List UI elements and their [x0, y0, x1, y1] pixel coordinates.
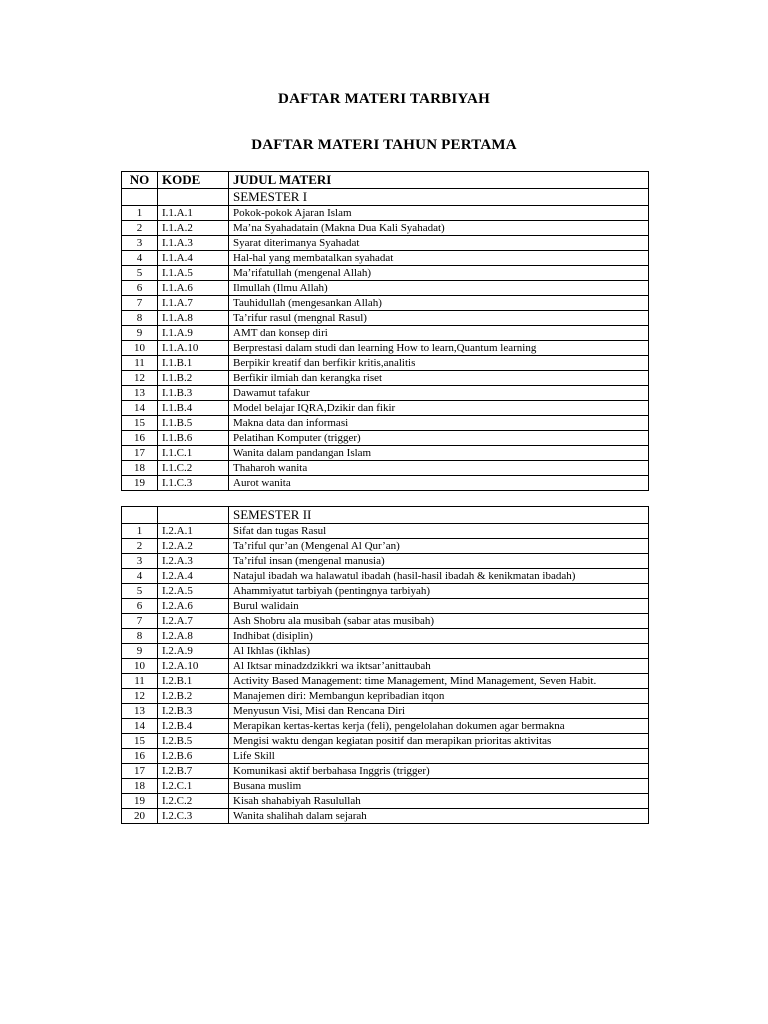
- row-title: Al Ikhlas (ikhlas): [229, 644, 649, 659]
- row-number: 16: [122, 749, 158, 764]
- row-number: 3: [122, 554, 158, 569]
- semester-label: SEMESTER I: [229, 189, 649, 206]
- row-title: Berfikir ilmiah dan kerangka riset: [229, 371, 649, 386]
- header-no: NO: [122, 172, 158, 189]
- row-title: Thaharoh wanita: [229, 461, 649, 476]
- table-row: [122, 251, 649, 266]
- row-number: 6: [122, 281, 158, 296]
- row-title: Mengisi waktu dengan kegiatan positif dan merapikan prioritas aktivitas: [229, 734, 649, 749]
- table-row: [122, 674, 649, 689]
- row-number: 11: [122, 356, 158, 371]
- row-number: 6: [122, 599, 158, 614]
- row-code: I.2.C.2: [158, 794, 229, 809]
- row-number: 8: [122, 629, 158, 644]
- table-row: [122, 554, 649, 569]
- row-title: Natajul ibadah wa halawatul ibadah (hasil-hasil ibadah & kenikmatan ibadah): [229, 569, 649, 584]
- row-code: I.1.A.6: [158, 281, 229, 296]
- semester-2-table: [121, 506, 649, 824]
- semester-2-body: [122, 507, 649, 824]
- table-row: [122, 779, 649, 794]
- semester-label-row: [122, 189, 649, 206]
- row-number: 10: [122, 659, 158, 674]
- table-row: [122, 584, 649, 599]
- table-row: [122, 386, 649, 401]
- row-title: Indhibat (disiplin): [229, 629, 649, 644]
- row-title: Ma’rifatullah (mengenal Allah): [229, 266, 649, 281]
- semester-1-body: [122, 189, 649, 491]
- row-code: I.2.A.1: [158, 524, 229, 539]
- row-code: I.1.A.3: [158, 236, 229, 251]
- row-title: Ilmullah (Ilmu Allah): [229, 281, 649, 296]
- table-row: [122, 446, 649, 461]
- table-row: [122, 659, 649, 674]
- row-title: Al Iktsar minadzdzikkri wa iktsar’anittaubah: [229, 659, 649, 674]
- row-title: Busana muslim: [229, 779, 649, 794]
- row-title: Pelatihan Komputer (trigger): [229, 431, 649, 446]
- table-row: [122, 809, 649, 824]
- row-title: Burul walidain: [229, 599, 649, 614]
- row-number: 19: [122, 476, 158, 491]
- table-row: [122, 764, 649, 779]
- row-code: I.1.B.5: [158, 416, 229, 431]
- row-number: 13: [122, 386, 158, 401]
- row-code: I.1.B.1: [158, 356, 229, 371]
- row-number: 4: [122, 251, 158, 266]
- row-title: Wanita shalihah dalam sejarah: [229, 809, 649, 824]
- row-code: I.1.A.8: [158, 311, 229, 326]
- row-number: 5: [122, 266, 158, 281]
- row-title: Pokok-pokok Ajaran Islam: [229, 206, 649, 221]
- row-title: Ta’riful qur’an (Mengenal Al Qur’an): [229, 539, 649, 554]
- empty-cell: [158, 189, 229, 206]
- table-row: [122, 719, 649, 734]
- row-title: Life Skill: [229, 749, 649, 764]
- header-row: [122, 172, 649, 189]
- row-code: I.1.B.4: [158, 401, 229, 416]
- row-code: I.2.C.1: [158, 779, 229, 794]
- row-number: 17: [122, 764, 158, 779]
- row-title: Makna data dan informasi: [229, 416, 649, 431]
- row-code: I.2.A.6: [158, 599, 229, 614]
- row-code: I.2.A.9: [158, 644, 229, 659]
- table-row: [122, 704, 649, 719]
- row-code: I.1.C.1: [158, 446, 229, 461]
- row-code: I.2.A.7: [158, 614, 229, 629]
- empty-cell: [158, 507, 229, 524]
- row-code: I.1.A.2: [158, 221, 229, 236]
- row-title: Hal-hal yang membatalkan syahadat: [229, 251, 649, 266]
- row-code: I.1.A.7: [158, 296, 229, 311]
- row-title: Model belajar IQRA,Dzikir dan fikir: [229, 401, 649, 416]
- row-code: I.2.A.8: [158, 629, 229, 644]
- row-number: 19: [122, 794, 158, 809]
- table-row: [122, 749, 649, 764]
- row-title: Komunikasi aktif berbahasa Inggris (trigger): [229, 764, 649, 779]
- table-row: [122, 326, 649, 341]
- table-row: [122, 236, 649, 251]
- document-subtitle: DAFTAR MATERI TAHUN PERTAMA: [251, 137, 517, 153]
- row-number: 12: [122, 371, 158, 386]
- row-title: Aurot wanita: [229, 476, 649, 491]
- row-number: 9: [122, 326, 158, 341]
- row-number: 7: [122, 296, 158, 311]
- table-row: [122, 629, 649, 644]
- row-code: I.1.A.4: [158, 251, 229, 266]
- row-code: I.2.A.10: [158, 659, 229, 674]
- row-number: 2: [122, 221, 158, 236]
- row-title: Ta’rifur rasul (mengnal Rasul): [229, 311, 649, 326]
- table-row: [122, 356, 649, 371]
- row-number: 9: [122, 644, 158, 659]
- table-row: [122, 689, 649, 704]
- row-title: Ta’riful insan (mengenal manusia): [229, 554, 649, 569]
- table-row: [122, 794, 649, 809]
- row-number: 4: [122, 569, 158, 584]
- row-title: Manajemen diri: Membangun kepribadian itqon: [229, 689, 649, 704]
- table-row: [122, 599, 649, 614]
- row-code: I.2.B.6: [158, 749, 229, 764]
- row-title: Ash Shobru ala musibah (sabar atas musibah): [229, 614, 649, 629]
- row-title: Kisah shahabiyah Rasulullah: [229, 794, 649, 809]
- table-row: [122, 371, 649, 386]
- row-number: 11: [122, 674, 158, 689]
- row-number: 5: [122, 584, 158, 599]
- row-title: Berpikir kreatif dan berfikir kritis,analitis: [229, 356, 649, 371]
- row-title: Menyusun Visi, Misi dan Rencana Diri: [229, 704, 649, 719]
- row-number: 20: [122, 809, 158, 824]
- row-number: 7: [122, 614, 158, 629]
- row-number: 15: [122, 416, 158, 431]
- row-number: 16: [122, 431, 158, 446]
- table-row: [122, 431, 649, 446]
- row-code: I.2.B.1: [158, 674, 229, 689]
- table-row: [122, 476, 649, 491]
- row-code: I.1.A.10: [158, 341, 229, 356]
- row-number: 8: [122, 311, 158, 326]
- row-code: I.1.A.1: [158, 206, 229, 221]
- table-row: [122, 644, 649, 659]
- row-number: 10: [122, 341, 158, 356]
- row-code: I.2.B.3: [158, 704, 229, 719]
- row-number: 18: [122, 461, 158, 476]
- row-code: I.2.B.7: [158, 764, 229, 779]
- row-code: I.1.B.3: [158, 386, 229, 401]
- row-title: Merapikan kertas-kertas kerja (feli), pengelolahan dokumen agar bermakna: [229, 719, 649, 734]
- row-code: I.1.C.3: [158, 476, 229, 491]
- table-row: [122, 734, 649, 749]
- table-row: [122, 539, 649, 554]
- row-code: I.1.A.5: [158, 266, 229, 281]
- table-row: [122, 569, 649, 584]
- table-row: [122, 221, 649, 236]
- header-judul: JUDUL MATERI: [229, 172, 649, 189]
- table-row: [122, 281, 649, 296]
- row-title: Ahammiyatut tarbiyah (pentingnya tarbiyah): [229, 584, 649, 599]
- row-code: I.1.A.9: [158, 326, 229, 341]
- row-number: 15: [122, 734, 158, 749]
- row-title: AMT dan konsep diri: [229, 326, 649, 341]
- table-row: [122, 401, 649, 416]
- header-kode: KODE: [158, 172, 229, 189]
- row-number: 14: [122, 401, 158, 416]
- table-row: [122, 296, 649, 311]
- row-code: I.1.B.6: [158, 431, 229, 446]
- table-row: [122, 311, 649, 326]
- row-code: I.2.A.2: [158, 539, 229, 554]
- row-number: 14: [122, 719, 158, 734]
- row-code: I.2.B.5: [158, 734, 229, 749]
- row-number: 17: [122, 446, 158, 461]
- row-code: I.2.A.4: [158, 569, 229, 584]
- table-row: [122, 614, 649, 629]
- semester-label-row: [122, 507, 649, 524]
- row-title: Wanita dalam pandangan Islam: [229, 446, 649, 461]
- row-code: I.2.B.2: [158, 689, 229, 704]
- row-number: 3: [122, 236, 158, 251]
- row-code: I.1.B.2: [158, 371, 229, 386]
- row-title: Activity Based Management: time Management, Mind Management, Seven Habit.: [229, 674, 649, 689]
- table-row: [122, 341, 649, 356]
- row-title: Berprestasi dalam studi dan learning How to learn,Quantum learning: [229, 341, 649, 356]
- semester-label: SEMESTER II: [229, 507, 649, 524]
- table-row: [122, 206, 649, 221]
- row-number: 18: [122, 779, 158, 794]
- row-code: I.2.A.3: [158, 554, 229, 569]
- document-title: DAFTAR MATERI TARBIYAH: [278, 91, 490, 107]
- row-code: I.2.A.5: [158, 584, 229, 599]
- empty-cell: [122, 507, 158, 524]
- table-row: [122, 524, 649, 539]
- empty-cell: [122, 189, 158, 206]
- row-number: 1: [122, 206, 158, 221]
- row-code: I.1.C.2: [158, 461, 229, 476]
- table-row: [122, 416, 649, 431]
- table-row: [122, 461, 649, 476]
- row-title: Ma’na Syahadatain (Makna Dua Kali Syahadat): [229, 221, 649, 236]
- row-number: 2: [122, 539, 158, 554]
- row-code: I.2.B.4: [158, 719, 229, 734]
- row-title: Tauhidullah (mengesankan Allah): [229, 296, 649, 311]
- row-number: 1: [122, 524, 158, 539]
- semester-1-table: [121, 171, 649, 491]
- row-title: Sifat dan tugas Rasul: [229, 524, 649, 539]
- row-code: I.2.C.3: [158, 809, 229, 824]
- row-title: Dawamut tafakur: [229, 386, 649, 401]
- row-number: 12: [122, 689, 158, 704]
- row-title: Syarat diterimanya Syahadat: [229, 236, 649, 251]
- table-row: [122, 266, 649, 281]
- row-number: 13: [122, 704, 158, 719]
